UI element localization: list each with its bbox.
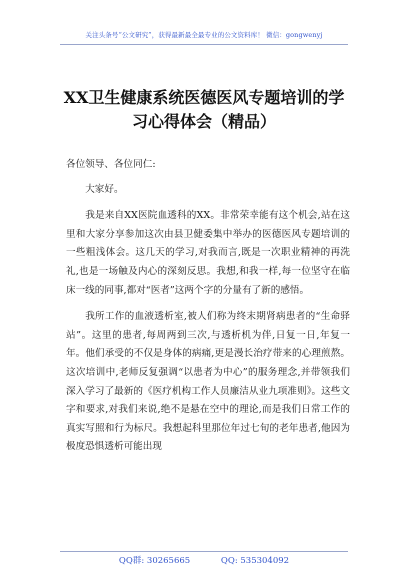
document-title-line-2: 习心得体会（精品）: [131, 112, 276, 131]
document-title-line-1: XX卫生健康系统医德医风专题培训的学: [63, 88, 345, 107]
page-footer: [60, 554, 348, 566]
salutation: 各位领导、各位同仁:: [66, 159, 156, 170]
footer-divider: [60, 551, 348, 552]
footer-qq-group: QQ群: 30265665: [118, 556, 191, 566]
document-title: [56, 86, 352, 134]
page-header-text: 关注头条号“公文研究”，获得最新最全最专业的公文资料库！ 微信：gongwenyj: [85, 31, 323, 39]
paragraph-2: 我所工作的血液透析室,被人们称为终末期肾病患者的“生命驿站”。这里的患者,每周两到三次,与透析机为伴,日复一日,年复一年。他们承受的不仅是身体的病痛,更是漫长治疗带来的心理煎熬。这次培训中,老师反复强调“以患者为中心”的服务理念,并带领我们深入学习了最新的《医疗机构工作人员廉洁从业九项准则》。这些文字和要求,对我们来说,绝不是悬在空中的理论,而是我们日常工作的真实写照和行为标尺。我想起科里那位年过七旬的老年患者,他因为极度恐惧透析可能出现: [66, 311, 350, 453]
header-divider: [60, 44, 348, 45]
document-body: [66, 156, 350, 457]
paragraph-1: 我是来自XX医院血透科的XX。非常荣幸能有这个机会,站在这里和大家分享参加这次由县卫健委集中举办的医德医风专题培训的一些粗浅体会。这几天的学习,对我而言,既是一次职业精神的再洗礼,也是一场触及内心的深刻反思。我想,和我一样,每一位坚守在临床一线的同事,都对“医者”这两个字的分量有了新的感悟。: [66, 210, 350, 296]
footer-qq: QQ: 535304092: [220, 556, 290, 566]
greeting: 大家好。: [85, 183, 124, 195]
